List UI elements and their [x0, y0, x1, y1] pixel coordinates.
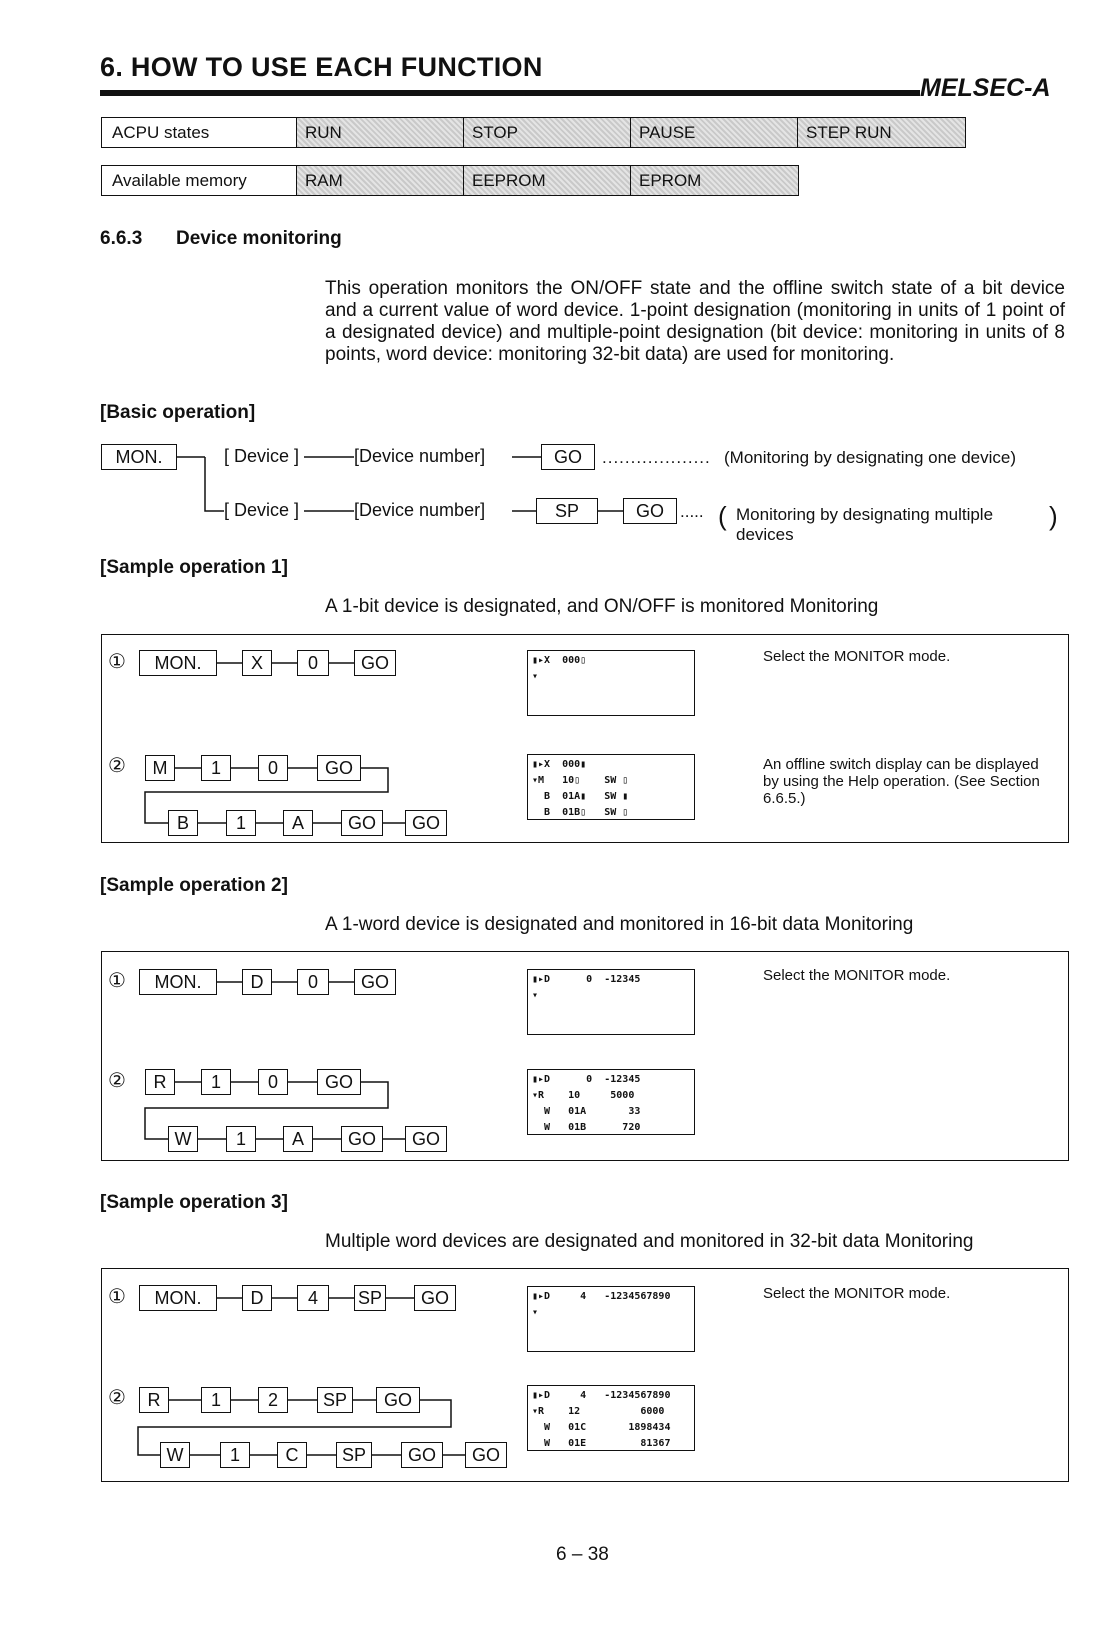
brand-label: MELSEC-A	[920, 74, 1051, 102]
sample3-key-go[interactable]: GO	[414, 1285, 456, 1311]
sample1-key-go[interactable]: GO	[354, 650, 396, 676]
sample1-key-x[interactable]: X	[242, 650, 272, 676]
section-title: Device monitoring	[176, 228, 342, 249]
acpu-states-label: ACPU states	[102, 118, 297, 147]
sample2-heading: [Sample operation 2]	[100, 875, 288, 896]
sample2-key-d[interactable]: D	[242, 969, 272, 995]
device-label: Device	[234, 446, 290, 466]
mon-key[interactable]: MON.	[101, 444, 177, 470]
sample2-lcd-1	[527, 969, 695, 1035]
sample2-key-1b[interactable]: 1	[226, 1126, 256, 1152]
monitor-one-note: (Monitoring by designating one device)	[724, 448, 1017, 467]
sample1-description: A 1-bit device is designated, and ON/OFF is monitored Monitoring	[325, 596, 879, 617]
sample2-step1-note: Select the MONITOR mode.	[763, 967, 951, 984]
sample1-lcd-2	[527, 754, 695, 820]
state-pause: PAUSE	[631, 118, 798, 147]
intro-paragraph: This operation monitors the ON/OFF state and the offline switch state of a bit device and a current value of word device. 1-point designation (monitoring in units of 1 point of a designated device) and multiple-point designation (bit device: monitoring in units of 8 points, word device: monitoring 32-bit data) are used for monitoring.	[325, 278, 1065, 365]
memory-eprom: EPROM	[631, 166, 798, 195]
page-title: 6. HOW TO USE EACH FUNCTION	[100, 52, 543, 82]
sample2-step1-num: ①	[108, 970, 126, 992]
lcd-line: ▮▸D 0 -12345	[532, 974, 641, 985]
device-number-label-2: Device number	[359, 500, 481, 520]
sample3-lcd-1	[527, 1286, 695, 1352]
available-memory-label: Available memory	[102, 166, 297, 195]
sample1-key-mon[interactable]: MON.	[139, 650, 217, 676]
sample3-description: Multiple word devices are designated and monitored in 32-bit data Monitoring	[325, 1231, 974, 1252]
paren-close: )	[1049, 501, 1058, 531]
lcd-line: ▾	[532, 1307, 539, 1318]
sample2-step2-num: ②	[108, 1070, 126, 1092]
sample2-key-a[interactable]: A	[283, 1126, 313, 1152]
go-key[interactable]: GO	[541, 444, 595, 470]
sample2-key-go4[interactable]: GO	[405, 1126, 447, 1152]
sample2-key-mon[interactable]: MON.	[139, 969, 217, 995]
sample1-key-go2[interactable]: GO	[317, 755, 361, 781]
lcd-line: ▮▸D 4 -1234567890	[532, 1390, 671, 1401]
sample3-step1-num: ①	[108, 1286, 126, 1308]
lcd-line: ▾M 10▯ SW ▯	[532, 775, 629, 786]
sample1-key-go3[interactable]: GO	[341, 810, 383, 836]
sample2-description: A 1-word device is designated and monitored in 16-bit data Monitoring	[325, 914, 914, 935]
lcd-line: ▮▸D 4 -1234567890	[532, 1291, 671, 1302]
monitor-multiple-note-1: Monitoring by designating multiple	[736, 505, 994, 524]
device-label-2: Device	[234, 500, 290, 520]
lcd-line: ▾	[532, 671, 539, 682]
section-number: 6.6.3	[100, 228, 143, 249]
sample1-key-a[interactable]: A	[283, 810, 313, 836]
lcd-line: ▾	[532, 990, 539, 1001]
sample1-key-0[interactable]: 0	[297, 650, 329, 676]
sample2-key-0b[interactable]: 0	[258, 1069, 288, 1095]
state-step-run: STEP RUN	[798, 118, 965, 147]
lcd-line: B 01A▮ SW ▮	[532, 791, 629, 802]
sample1-key-b[interactable]: B	[168, 810, 198, 836]
sample3-key-go2[interactable]: GO	[376, 1387, 420, 1413]
sample2-key-w[interactable]: W	[168, 1126, 198, 1152]
sample1-key-go4[interactable]: GO	[405, 810, 447, 836]
sample3-key-1[interactable]: 1	[201, 1387, 231, 1413]
sample3-key-2[interactable]: 2	[258, 1387, 288, 1413]
lcd-line: W 01B 720	[532, 1122, 641, 1133]
lcd-line: ▮▸X 000▯	[532, 655, 587, 666]
sample1-step1-note: Select the MONITOR mode.	[763, 648, 951, 665]
sample2-key-go2[interactable]: GO	[317, 1069, 361, 1095]
page-number: 6 – 38	[556, 1544, 609, 1565]
sample2-key-1[interactable]: 1	[201, 1069, 231, 1095]
sample2-key-r[interactable]: R	[145, 1069, 175, 1095]
sample3-step1-note: Select the MONITOR mode.	[763, 1285, 951, 1302]
sample3-key-sp[interactable]: SP	[354, 1285, 386, 1311]
sample3-key-go4[interactable]: GO	[465, 1442, 507, 1468]
sample3-key-w[interactable]: W	[160, 1442, 190, 1468]
sample2-key-go[interactable]: GO	[354, 969, 396, 995]
memory-ram: RAM	[297, 166, 464, 195]
sp-key[interactable]: SP	[536, 498, 598, 524]
sample3-key-c[interactable]: C	[277, 1442, 307, 1468]
state-stop: STOP	[464, 118, 631, 147]
lcd-line: ▮▸X 000▮	[532, 759, 587, 770]
lcd-line: ▾R 12 6000	[532, 1406, 665, 1417]
dots-leader-2: .....	[680, 502, 704, 521]
lcd-line: ▮▸D 0 -12345	[532, 1074, 641, 1085]
sample1-step2-note: An offline switch display can be displayed by using the Help operation. (See Section 6.6.5.)	[763, 756, 1040, 807]
sample1-key-1[interactable]: 1	[201, 755, 231, 781]
lcd-line: ▾R 10 5000	[532, 1090, 635, 1101]
sample2-lcd-2	[527, 1069, 695, 1135]
basic-operation-heading: [Basic operation]	[100, 402, 256, 423]
sample1-step1-num: ①	[108, 651, 126, 673]
sample1-lcd-1	[527, 650, 695, 716]
sample3-key-r[interactable]: R	[139, 1387, 169, 1413]
sample3-key-sp2[interactable]: SP	[317, 1387, 353, 1413]
sample3-key-mon[interactable]: MON.	[139, 1285, 217, 1311]
monitor-multiple-note-2: devices	[736, 525, 794, 544]
sample3-key-1b[interactable]: 1	[220, 1442, 250, 1468]
paren-open: (	[718, 501, 727, 531]
device-placeholder: [ Device ]	[224, 446, 300, 466]
sample3-lcd-2	[527, 1385, 695, 1451]
dots-leader: ...................	[602, 448, 711, 467]
sample1-key-m[interactable]: M	[145, 755, 175, 781]
lcd-line: B 01B▯ SW ▯	[532, 807, 629, 818]
state-run: RUN	[297, 118, 464, 147]
sample3-key-go3[interactable]: GO	[401, 1442, 443, 1468]
lcd-line: W 01E 81367	[532, 1438, 671, 1449]
sample3-step2-num: ②	[108, 1387, 126, 1409]
sample1-key-1b[interactable]: 1	[226, 810, 256, 836]
sample2-key-go3[interactable]: GO	[341, 1126, 383, 1152]
sample3-key-sp3[interactable]: SP	[336, 1442, 372, 1468]
sample3-key-d[interactable]: D	[242, 1285, 272, 1311]
lcd-line: W 01A 33	[532, 1106, 641, 1117]
sample1-heading: [Sample operation 1]	[100, 557, 288, 578]
device-placeholder-2: [ Device ]	[224, 500, 300, 520]
device-number-placeholder-2: [Device number]	[354, 500, 486, 520]
lcd-line: W 01C 1898434	[532, 1422, 671, 1433]
sample1-step2-num: ②	[108, 755, 126, 777]
memory-eeprom: EEPROM	[464, 166, 631, 195]
go-key-2[interactable]: GO	[623, 498, 677, 524]
sample2-key-0[interactable]: 0	[297, 969, 329, 995]
device-number-label: Device number	[359, 446, 481, 466]
sample1-key-0b[interactable]: 0	[258, 755, 288, 781]
device-number-placeholder: [Device number]	[354, 446, 486, 466]
sample3-key-4[interactable]: 4	[297, 1285, 329, 1311]
sample3-heading: [Sample operation 3]	[100, 1192, 288, 1213]
